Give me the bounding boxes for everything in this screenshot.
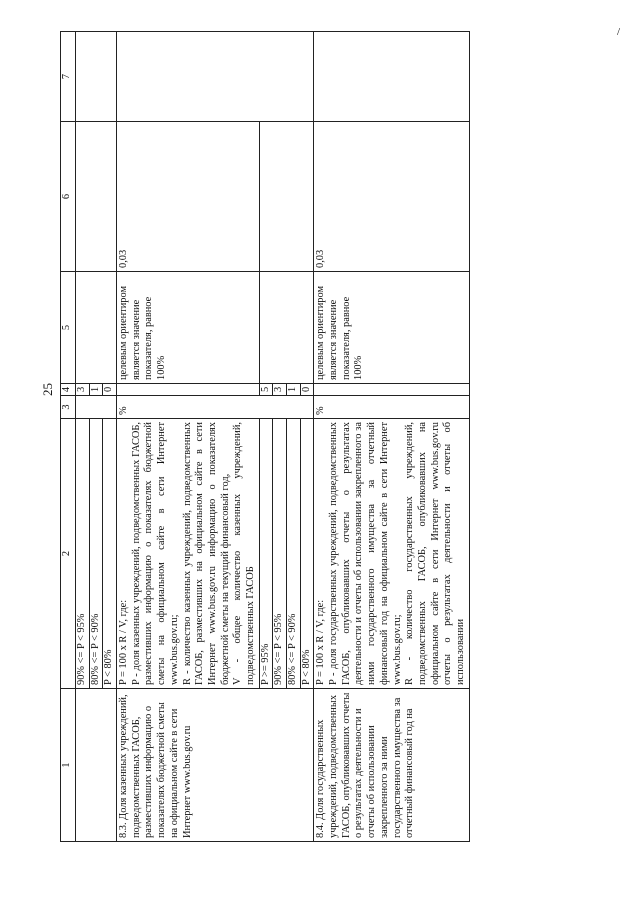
header-cell: 6 — [61, 122, 76, 272]
header-cell: 2 — [61, 419, 76, 689]
indicator-row-8-3 — [117, 32, 260, 842]
condition-cell: P < 80% — [300, 419, 314, 689]
points-cell: 1 — [287, 384, 301, 396]
header-row — [61, 32, 76, 842]
indicator-formula — [117, 419, 260, 689]
p-definition: P - доля казенных учреждений, подведомственных ГАСОБ, разместивших информацию о показателях бюджетной сметы на официальном сайте в сети Интернет www.bus.gov.ru; — [130, 422, 180, 685]
indicator-row-8-4 — [314, 32, 469, 842]
unit-cell: % — [117, 396, 314, 419]
weight-cell: 0,03 — [117, 122, 260, 272]
indicator-name: 8.3. Доля казенных учреждений, подведомственных ГАСОБ, разместивших информацию о показателях бюджетной сметы на официальном сайте в сети Интернет www.bus.gov.ru — [117, 689, 314, 842]
condition-cell: 80% <= P < 90% — [287, 419, 301, 689]
weight-cell: 0,03 — [314, 122, 469, 272]
condition-cell: 80% <= P < 90% — [89, 419, 103, 689]
points-cell: 3 — [273, 384, 287, 396]
p-definition: P - доля государственных учреждений, подведомственных ГАСОБ, опубликовавших отчеты о результатах деятельности и отчеты об использовании закрепленного за ними государственного имущества за отчетный финансовый год на официальном сайте в сети Интернет www.bus.gov.ru; — [328, 422, 403, 685]
r-definition: R - количество государственных учреждений, подведомственных ГАСОБ, опубликовавших на официальном сайте в сети Интернет www.bus.gov.ru отчеты о результатах деятельности и отчеты об использовании — [404, 422, 466, 685]
condition-cell: P < 80% — [103, 419, 117, 689]
target-cell: целевым ориентиром является значение показателя, равное 100% — [314, 272, 469, 384]
condition-cell: 90% <= P < 95% — [273, 419, 287, 689]
corner-mark: / — [617, 26, 621, 38]
rotated-table-stage — [60, 32, 580, 842]
points-cell: 5 — [259, 384, 273, 396]
condition-cell: 90% <= P < 95% — [76, 419, 90, 689]
v-definition: V - общее количество казенных учреждений, подведомственных ГАСОБ — [232, 422, 256, 685]
table-row — [76, 32, 90, 842]
header-cell: 5 — [61, 272, 76, 384]
indicator-formula — [314, 419, 469, 689]
header-cell: 3 — [61, 396, 76, 419]
header-cell: 4 — [61, 384, 76, 396]
target-cell: целевым ориентиром является значение показателя, равное 100% — [117, 272, 260, 384]
points-cell: 3 — [76, 384, 90, 396]
formula-text: P = 100 x R / V, где: — [315, 599, 327, 685]
empty-unit-cell — [76, 396, 117, 419]
page-number: 25 — [40, 383, 55, 396]
points-cell: 0 — [300, 384, 314, 396]
condition-cell: P >= 95% — [259, 419, 273, 689]
header-cell: 7 — [61, 32, 76, 122]
points-cell: 1 — [89, 384, 103, 396]
r-definition: R - количество казенных учреждений, подведомственных ГАСОБ, разместивших на официальном сайте в сети Интернет www.bus.gov.ru информацию о показателях бюджетной сметы на текущий финансовый год, — [181, 422, 231, 685]
empty-name-cell — [76, 689, 117, 842]
header-cell: 1 — [61, 689, 76, 842]
points-cell: 0 — [103, 384, 117, 396]
formula-text: P = 100 x R / V, где: — [118, 599, 130, 685]
indicator-table — [60, 31, 470, 842]
indicator-name: 8.4. Доля государственных учреждений, подведомственных ГАСОБ, опубликовавших отчеты о результатах деятельности и отчеты об использовании закрепленного за ними государственного имущества за отчетный финансовый год на — [314, 689, 469, 842]
unit-cell: % — [314, 396, 469, 419]
